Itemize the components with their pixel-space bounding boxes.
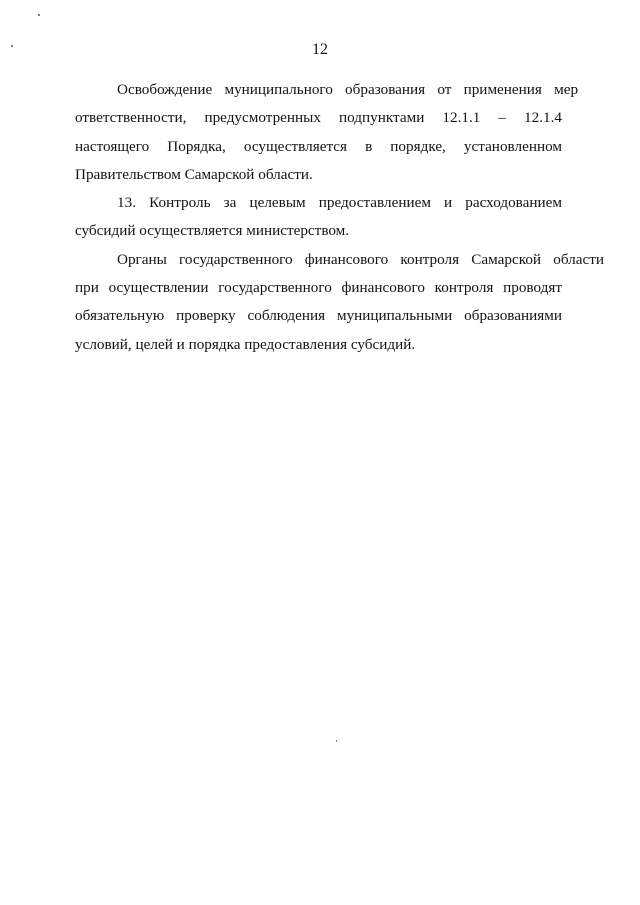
text-line: настоящего Порядка, осуществляется в порядке, установленном xyxy=(75,137,562,155)
paragraph-financial-control xyxy=(75,246,604,359)
text-line: Освобождение муниципального образования от применения мер xyxy=(117,81,579,98)
text-line: условий, целей и порядка предоставления субсидий. xyxy=(75,335,416,353)
text-line: 13. Контроль за целевым предоставлением и расходованием xyxy=(117,194,562,212)
text-line: обязательную проверку соблюдения муниципальными образованиями xyxy=(75,307,562,325)
scan-speck xyxy=(38,14,40,16)
text-line: Органы государственного финансового контроля Самарской области xyxy=(117,250,604,268)
page-number: 12 xyxy=(312,41,328,58)
paragraph-13-control xyxy=(75,189,562,246)
text-line: ответственности, предусмотренных подпунктами 12.1.1 – 12.1.4 xyxy=(75,109,562,127)
scan-speck xyxy=(336,740,337,742)
text-line: Правительством Самарской области. xyxy=(75,165,313,183)
paragraph-exemption xyxy=(75,76,579,189)
text-line: субсидий осуществляется министерством. xyxy=(75,222,350,240)
document-body xyxy=(75,76,604,359)
text-line: при осуществлении государственного финансового контроля проводят xyxy=(75,279,562,297)
